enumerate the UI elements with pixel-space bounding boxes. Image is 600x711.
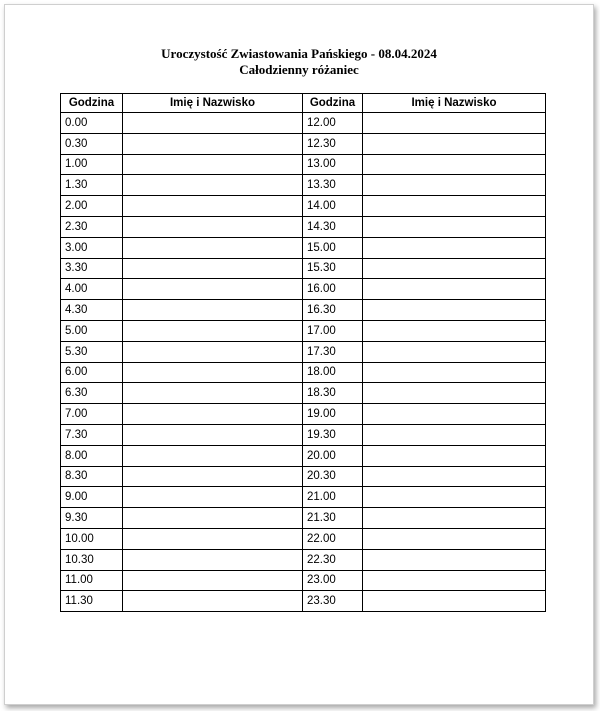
name-cell-right[interactable] — [363, 383, 546, 404]
hour-cell-right: 18.00 — [303, 362, 363, 383]
hour-cell-left: 7.30 — [61, 424, 123, 445]
hour-cell-left: 0.00 — [61, 113, 123, 134]
name-cell-left[interactable] — [123, 341, 303, 362]
hour-cell-left: 1.00 — [61, 154, 123, 175]
table-row — [61, 570, 546, 591]
hour-cell-left: 2.00 — [61, 196, 123, 217]
name-cell-left[interactable] — [123, 549, 303, 570]
hour-cell-right: 12.30 — [303, 133, 363, 154]
hour-cell-left: 5.00 — [61, 320, 123, 341]
name-cell-right[interactable] — [363, 237, 546, 258]
hour-cell-left: 9.30 — [61, 508, 123, 529]
name-cell-left[interactable] — [123, 216, 303, 237]
hour-cell-left: 6.00 — [61, 362, 123, 383]
name-cell-left[interactable] — [123, 133, 303, 154]
name-cell-right[interactable] — [363, 175, 546, 196]
hour-cell-right: 19.30 — [303, 424, 363, 445]
name-cell-left[interactable] — [123, 424, 303, 445]
header-hour-right: Godzina — [303, 94, 363, 113]
document-subtitle: Całodzienny różaniec — [239, 62, 359, 77]
name-cell-right[interactable] — [363, 113, 546, 134]
hour-cell-left: 0.30 — [61, 133, 123, 154]
hour-cell-right: 21.30 — [303, 508, 363, 529]
hour-cell-right: 16.30 — [303, 300, 363, 321]
header-name-right: Imię i Nazwisko — [363, 94, 546, 113]
name-cell-right[interactable] — [363, 487, 546, 508]
hour-cell-left: 1.30 — [61, 175, 123, 196]
name-cell-left[interactable] — [123, 154, 303, 175]
document-title: Uroczystość Zwiastowania Pańskiego - 08.04.2024 — [161, 46, 437, 61]
name-cell-right[interactable] — [363, 154, 546, 175]
table-row — [61, 320, 546, 341]
hour-cell-left: 8.00 — [61, 445, 123, 466]
name-cell-right[interactable] — [363, 362, 546, 383]
hour-cell-left: 11.30 — [61, 591, 123, 612]
rosary-schedule-table — [60, 93, 546, 612]
name-cell-left[interactable] — [123, 279, 303, 300]
document-page — [4, 4, 594, 705]
table-row — [61, 279, 546, 300]
name-cell-left[interactable] — [123, 258, 303, 279]
hour-cell-right: 22.30 — [303, 549, 363, 570]
name-cell-right[interactable] — [363, 133, 546, 154]
name-cell-left[interactable] — [123, 113, 303, 134]
name-cell-right[interactable] — [363, 570, 546, 591]
hour-cell-left: 11.00 — [61, 570, 123, 591]
hour-cell-left: 4.30 — [61, 300, 123, 321]
hour-cell-right: 22.00 — [303, 528, 363, 549]
name-cell-left[interactable] — [123, 175, 303, 196]
hour-cell-left: 6.30 — [61, 383, 123, 404]
name-cell-left[interactable] — [123, 487, 303, 508]
hour-cell-right: 23.30 — [303, 591, 363, 612]
name-cell-left[interactable] — [123, 362, 303, 383]
table-row — [61, 300, 546, 321]
name-cell-right[interactable] — [363, 196, 546, 217]
table-row — [61, 133, 546, 154]
table-row — [61, 196, 546, 217]
name-cell-left[interactable] — [123, 404, 303, 425]
hour-cell-left: 4.00 — [61, 279, 123, 300]
name-cell-right[interactable] — [363, 424, 546, 445]
hour-cell-right: 13.30 — [303, 175, 363, 196]
hour-cell-left: 3.00 — [61, 237, 123, 258]
table-row — [61, 113, 546, 134]
hour-cell-left: 5.30 — [61, 341, 123, 362]
name-cell-right[interactable] — [363, 445, 546, 466]
table-row — [61, 216, 546, 237]
hour-cell-right: 21.00 — [303, 487, 363, 508]
table-row — [61, 404, 546, 425]
table-row — [61, 445, 546, 466]
hour-cell-right: 20.00 — [303, 445, 363, 466]
name-cell-right[interactable] — [363, 591, 546, 612]
name-cell-right[interactable] — [363, 300, 546, 321]
hour-cell-right: 16.00 — [303, 279, 363, 300]
name-cell-left[interactable] — [123, 528, 303, 549]
name-cell-left[interactable] — [123, 300, 303, 321]
name-cell-right[interactable] — [363, 216, 546, 237]
header-name-left: Imię i Nazwisko — [123, 94, 303, 113]
name-cell-left[interactable] — [123, 237, 303, 258]
hour-cell-left: 10.00 — [61, 528, 123, 549]
table-row — [61, 237, 546, 258]
name-cell-left[interactable] — [123, 196, 303, 217]
table-row — [61, 175, 546, 196]
header-hour-left: Godzina — [61, 94, 123, 113]
hour-cell-right: 14.00 — [303, 196, 363, 217]
table-row — [61, 383, 546, 404]
name-cell-left[interactable] — [123, 383, 303, 404]
hour-cell-right: 15.00 — [303, 237, 363, 258]
table-row — [61, 362, 546, 383]
name-cell-left[interactable] — [123, 570, 303, 591]
name-cell-right[interactable] — [363, 466, 546, 487]
name-cell-right[interactable] — [363, 404, 546, 425]
name-cell-left[interactable] — [123, 320, 303, 341]
hour-cell-left: 3.30 — [61, 258, 123, 279]
name-cell-left[interactable] — [123, 466, 303, 487]
table-row — [61, 508, 546, 529]
hour-cell-right: 13.00 — [303, 154, 363, 175]
name-cell-right[interactable] — [363, 549, 546, 570]
hour-cell-right: 18.30 — [303, 383, 363, 404]
name-cell-right[interactable] — [363, 279, 546, 300]
name-cell-right[interactable] — [363, 320, 546, 341]
name-cell-right[interactable] — [363, 258, 546, 279]
table-row — [61, 341, 546, 362]
table-row — [61, 549, 546, 570]
table-row — [61, 154, 546, 175]
hour-cell-left: 10.30 — [61, 549, 123, 570]
hour-cell-right: 17.00 — [303, 320, 363, 341]
table-body — [61, 113, 546, 612]
table-row — [61, 258, 546, 279]
hour-cell-right: 12.00 — [303, 113, 363, 134]
hour-cell-left: 7.00 — [61, 404, 123, 425]
table-row — [61, 591, 546, 612]
hour-cell-right: 14.30 — [303, 216, 363, 237]
hour-cell-right: 20.30 — [303, 466, 363, 487]
hour-cell-left: 9.00 — [61, 487, 123, 508]
hour-cell-left: 8.30 — [61, 466, 123, 487]
hour-cell-right: 15.30 — [303, 258, 363, 279]
name-cell-right[interactable] — [363, 528, 546, 549]
hour-cell-right: 17.30 — [303, 341, 363, 362]
table-header-row — [61, 94, 546, 113]
table-row — [61, 466, 546, 487]
name-cell-left[interactable] — [123, 508, 303, 529]
hour-cell-right: 19.00 — [303, 404, 363, 425]
hour-cell-right: 23.00 — [303, 570, 363, 591]
name-cell-left[interactable] — [123, 591, 303, 612]
table-row — [61, 528, 546, 549]
name-cell-left[interactable] — [123, 445, 303, 466]
table-row — [61, 487, 546, 508]
table-row — [61, 424, 546, 445]
name-cell-right[interactable] — [363, 508, 546, 529]
hour-cell-left: 2.30 — [61, 216, 123, 237]
name-cell-right[interactable] — [363, 341, 546, 362]
